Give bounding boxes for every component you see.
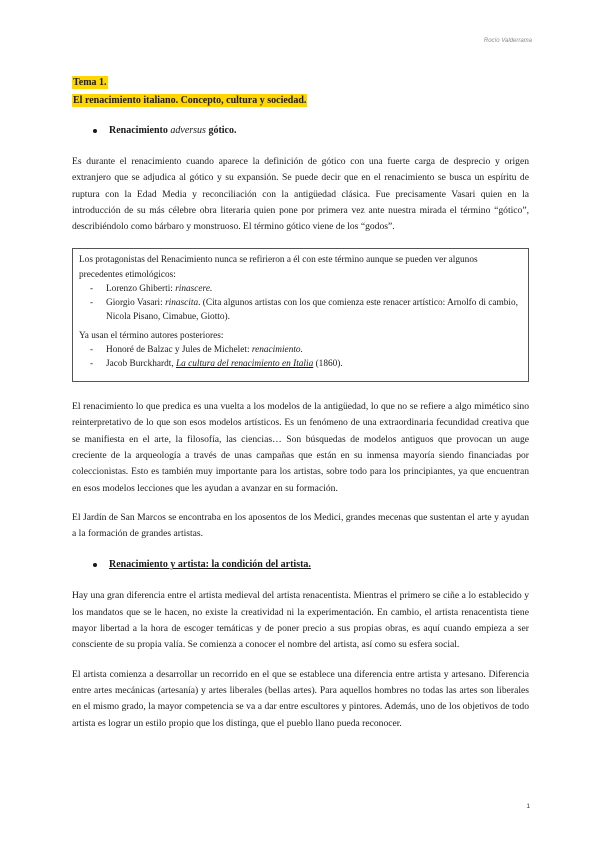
bullet-icon — [93, 129, 97, 133]
list-item: - Lorenzo Ghiberti: rinascere. — [79, 282, 522, 296]
section-heading-1-pre: Renacimiento — [109, 125, 171, 136]
box-intro: Los protagonistas del Renacimiento nunca se refirieron a él con este término aunque se pueden ver algunos precedentes etimológicos: — [79, 255, 478, 280]
paragraph-antiquity: El renacimiento lo que predica es una vuelta a los modelos de la antigüedad, lo que no se refiere a algo mimético sino reinterpretativo de lo que son esos modelos artísticos. Es un fenómeno de una extraordinaria fecundidad creativa que se manifiesta en el arte, la filosofía, las ciencias… Son búsquedas de modelos antiguos que provocan un auge creciente de la arqueología a través de unas campañas que están en su inmensa mayoría siendo financiadas por coleccionistas. Esto es también muy importante para los artistas, sobre todo para los principiantes, ya que encuentran en esos modelos lecciones que les ayudan a avanzar en su formación. — [72, 401, 529, 494]
section-heading-1-post: gótico. — [205, 125, 237, 136]
page-content — [72, 72, 529, 745]
section-heading-2 — [93, 558, 529, 572]
section-heading-1 — [93, 124, 529, 138]
list-item: - Honoré de Balzac y Jules de Michelet: renacimiento. — [79, 343, 522, 357]
bullet-icon — [93, 563, 97, 567]
section-heading-2-text: Renacimiento y artista: la condición del artista. — [109, 559, 311, 571]
paragraph-artist-2: El artista comienza a desarrollar un recorrido en el que se establece una diferencia entre artista y artesano. Diferencia entre artes mecánicas (artesanía) y artes liberales (bellas artes). Para aquellos hombres no todas las artes son liberales en el mismo grado, la mayor competencia se va a dar entre escultores y pintores. Además, uno de los objetivos de todo artista es lograr un estilo propio que los distinga, que el pueblo llano pueda reconocer. — [72, 668, 529, 729]
paragraph-san-marcos: El Jardín de San Marcos se encontraba en los aposentos de los Medici, grandes mecenas que sustentan el arte y ayudan a la formación de grandes artistas. — [72, 511, 529, 540]
later-authors-list — [79, 343, 522, 371]
paragraph-gothic: Es durante el renacimiento cuando aparece la definición de gótico con una fuerte carga de desprecio y origen extranjero que se adjudica al gótico y su expansión. Se puede decir que en el renacimiento se busca un espíritu de ruptura con la Edad Media y reconciliación con la antigüedad clásica. Fue precisamente Vasari quien en la introducción de su más célebre obra literaria quien pone por primera vez ante nuestra mirada el término “gótico”, describiéndolo como bárbaro y monstruoso. El término gótico viene de los “godos”. — [72, 156, 529, 233]
list-item: - Jacob Burckhardt, La cultura del renacimiento en Italia (1860). — [79, 357, 522, 371]
etymology-list — [79, 282, 522, 325]
header-author: Rocío Valderrama — [483, 38, 532, 44]
etymology-box — [72, 248, 529, 382]
title-line-2: El renacimiento italiano. Concepto, cultura y sociedad. — [73, 95, 307, 106]
box-later-intro: Ya usan el término autores posteriores: — [79, 330, 224, 341]
title-block — [72, 72, 529, 108]
title-line-1: Tema 1. — [73, 77, 107, 88]
page-number: 1 — [526, 803, 530, 810]
paragraph-artist-1: Hay una gran diferencia entre el artista medieval del artista renacentista. Mientras el primero se ciñe a lo establecido y los mandatos que se le hacen, no existe la creatividad ni la experimentación. En cambio, el artista renacentista tiene mayor libertad a la hora de escoger temáticas y de poner precio a sus propias obras, es aquí cuando empieza a ser consciente de su propia valía. Se comienza a conocer el nombre del artista, así como su esfera social. — [72, 590, 529, 651]
section-heading-1-italic: adversus — [170, 125, 206, 136]
list-item: - Giorgio Vasari: rinascita. (Cita algunos artistas con los que comienza este renacer artístico: Arnolfo di cambio, Nicola Pisano, Cimabue, Giotto). — [79, 296, 522, 324]
